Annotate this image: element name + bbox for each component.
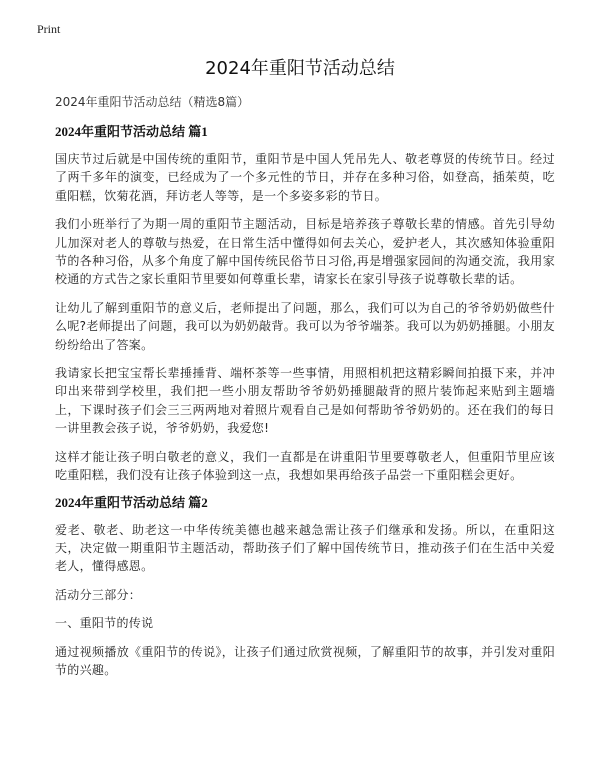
paragraph: 让幼儿了解到重阳节的意义后，老师提出了问题，那么，我们可以为自己的爷爷奶奶做些什么呢?老师提出了问题，我可以为奶奶敲背。我可以为爷爷端茶。我可以为奶奶捶腿。小朋友纷纷给出了答案。 xyxy=(55,300,555,352)
article-subtitle: 2024年重阳节活动总结（精选8篇） xyxy=(55,95,250,109)
section-heading: 2024年重阳节活动总结 篇2 xyxy=(55,494,208,510)
paragraph: 通过视频播放《重阳节的传说》，让孩子们通过欣赏视频，了解重阳节的故事，并引发对重阳节的兴趣。 xyxy=(55,644,555,677)
section-1 xyxy=(55,124,555,485)
section-heading: 2024年重阳节活动总结 篇1 xyxy=(55,124,208,139)
section-2 xyxy=(55,495,555,680)
article-body xyxy=(55,94,555,689)
paragraph: 一、重阳节的传说 xyxy=(55,616,154,631)
paragraph: 这样才能让孩子明白敬老的意义，我们一直都是在讲重阳节里要尊敬老人，但重阳节里应该吃重阳糕，我们没有让孩子体验到这一点，我想如果再给孩子品尝一下重阳糕会更好。 xyxy=(55,449,555,483)
paragraph: 我们小班举行了为期一周的重阳节主题活动，目标是培养孩子尊敬长辈的情感。首先引导幼儿加深对老人的尊敬与热爱，在日常生活中懂得如何去关心，爱护老人，其次感知体验重阳节的各种习俗，从多个角度了解中国传统民俗节日习俗,再是增强家园间的沟通交流，我用家校通的方式告之家长重阳节里要如何尊重长辈，请家长在家引导孩子说尊敬长辈的话。 xyxy=(55,217,555,287)
page-title: 2024年重阳节活动总结 xyxy=(205,58,395,79)
print-link[interactable]: Print xyxy=(37,22,61,36)
paragraph: 我请家长把宝宝帮长辈捶捶背、端杯茶等一些事情，用照相机把这精彩瞬间拍摄下来，并冲印出来带到学校里，我们把一些小朋友帮助爷爷奶奶捶腿敲背的照片装饰起来贴到主题墙上，下课时孩子们会三三两两地对着照片观看自己是如何帮助爷爷奶奶的。还在我们的每日一讲里教会孩子说，爷爷奶奶，我爱您! xyxy=(55,366,555,436)
paragraph: 爱老、敬老、助老这一中华传统美德也越来越急需让孩子们继承和发扬。所以，在重阳这天，决定做一期重阳节主题活动，帮助孩子们了解中国传统节日，推动孩子们在生活中关爱老人，懂得感恩。 xyxy=(55,522,555,574)
paragraph: 国庆节过后就是中国传统的重阳节，重阳节是中国人凭吊先人、敬老尊贤的传统节日。经过了两千多年的演变，已经成为了一个多元性的节日，并存在多种习俗，如登高，插茱萸，吃重阳糕，饮菊花酒，拜访老人等等，是一个多姿多彩的节日。 xyxy=(55,152,555,203)
paragraph: 活动分三部分： xyxy=(55,587,142,602)
